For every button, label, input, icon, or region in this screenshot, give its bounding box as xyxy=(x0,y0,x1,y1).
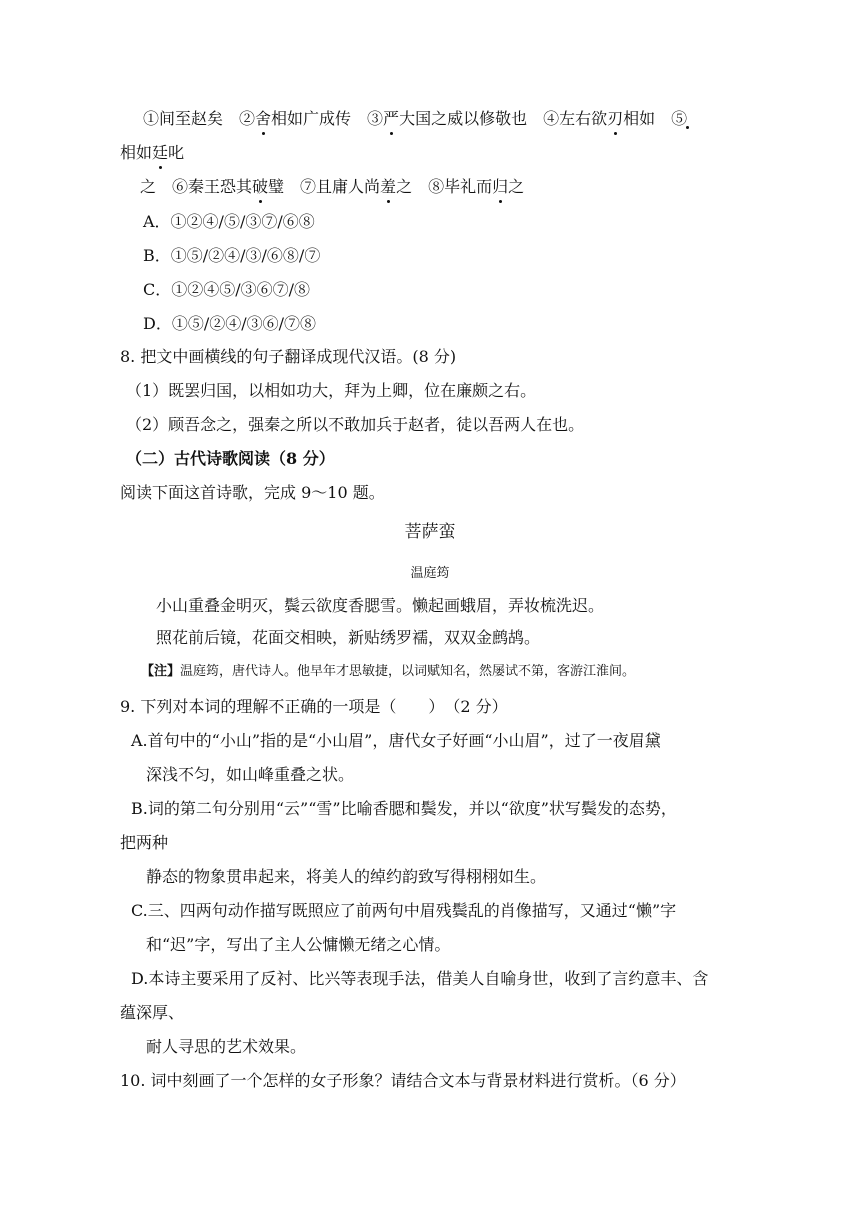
poem-line-1: 小山重叠金明灭，鬓云欲度香腮雪。懒起画蛾眉，弄妆梳洗迟。 xyxy=(156,596,605,615)
q7-items-line1a: ①间至赵矣 ② xyxy=(143,109,256,128)
q7-option-a: A．①②④/⑤/③⑦/⑥⑧ xyxy=(143,212,315,231)
q7-items-line2b: 叱 xyxy=(168,143,185,162)
q7-option-b: B．①⑤/②④/③/⑥⑧/⑦ xyxy=(143,246,321,265)
q8-sentence-1: （1）既罢归国，以相如功大，拜为上卿，位在廉颇之右。 xyxy=(126,381,537,400)
q7-items-line3c: 之 ⑧毕礼而 xyxy=(396,177,493,196)
q7-dot-char-6: 破 xyxy=(252,177,269,196)
q7-items-line1c: 大国之威以修敬也 ④左右欲 xyxy=(399,109,608,128)
q7-items-line3a: 之 ⑥秦王恐其 xyxy=(140,177,253,196)
poem-line-2: 照花前后镜，花面交相映，新贴绣罗襦，双双金鹧鸪。 xyxy=(156,628,541,647)
q7-dot-char-3: 刃 xyxy=(607,109,624,128)
q7-items-line3b: 璧 ⑦且庸人尚 xyxy=(268,177,381,196)
q7-dot-char-2: 严 xyxy=(383,109,400,128)
q7-dot-char-7: 羞 xyxy=(380,177,397,196)
q9-option-c-line-1: C.三、四两句动作描写既照应了前两句中眉残鬓乱的肖像描写，又通过“懒”字 xyxy=(131,901,677,920)
q7-items-line1b: 相如广成传 ③ xyxy=(271,109,384,128)
q7-items-line-3 xyxy=(140,176,860,198)
section-instruction: 阅读下面这首诗歌，完成 9～10 题。 xyxy=(120,483,385,502)
q7-items-line-2 xyxy=(120,142,860,164)
q9-stem: 9. 下列对本词的理解不正确的一项是（ ） （2 分） xyxy=(120,697,508,716)
q7-option-c: C．①②④⑤/③⑥⑦/⑧ xyxy=(143,280,311,299)
q7-option-d: D．①⑤/②④/③⑥/⑦⑧ xyxy=(143,314,317,333)
q7-dot-char-5: 廷 xyxy=(152,143,169,162)
q9-option-d-line-1: D.本诗主要采用了反衬、比兴等表现手法，借美人自喻身世，收到了言约意丰、含 xyxy=(131,969,709,988)
q9-option-d-line-2: 蕴深厚、 xyxy=(120,1003,185,1022)
q8-stem: 8. 把文中画横线的句子翻译成现代汉语。(8 分) xyxy=(120,347,457,366)
q9-option-b-line-3: 静态的物象贯串起来，将美人的绰约韵致写得栩栩如生。 xyxy=(146,867,547,886)
q9-option-a-line-1: A.首句中的“小山”指的是“小山眉”，唐代女子好画“小山眉”，过了一夜眉黛 xyxy=(131,731,661,750)
note-label: 【注】 xyxy=(141,664,181,679)
q9-option-b-line-1: B.词的第二句分别用“云”“雪”比喻香腮和鬓发，并以“欲度”状写鬓发的态势， xyxy=(131,799,677,818)
q9-option-a-line-2: 深浅不匀，如山峰重叠之状。 xyxy=(146,765,355,784)
q7-items-line2a: 相如 xyxy=(120,143,153,162)
poem-author: 温庭筠 xyxy=(410,566,450,581)
q8-sentence-2: （2）顾吾念之，强秦之所以不敢加兵于赵者，徒以吾两人在也。 xyxy=(126,415,585,434)
section-heading: （二）古代诗歌阅读（8 分） xyxy=(126,449,335,468)
q10-stem: 10. 词中刻画了一个怎样的女子形象？请结合文本与背景材料进行赏析。（6 分） xyxy=(120,1071,686,1090)
q7-dot-char-1: 舍 xyxy=(255,109,272,128)
q7-items-line-1 xyxy=(143,108,860,130)
poem-note xyxy=(141,661,860,683)
q9-option-c-line-2: 和“迟”字，写出了主人公慵懒无绪之心情。 xyxy=(146,935,451,954)
q7-items-line3d: 之 xyxy=(508,177,525,196)
q7-items-line1d: 相如 ⑤ xyxy=(623,109,688,128)
q7-dot-char-8: 归 xyxy=(492,177,509,196)
q9-option-b-line-2: 把两种 xyxy=(120,833,169,852)
poem-title: 菩萨蛮 xyxy=(404,522,456,542)
q9-option-d-line-3: 耐人寻思的艺术效果。 xyxy=(146,1037,307,1056)
note-text: 温庭筠，唐代诗人。他早年才思敏捷，以词赋知名，然屡试不第，客游江淮间。 xyxy=(180,664,636,679)
